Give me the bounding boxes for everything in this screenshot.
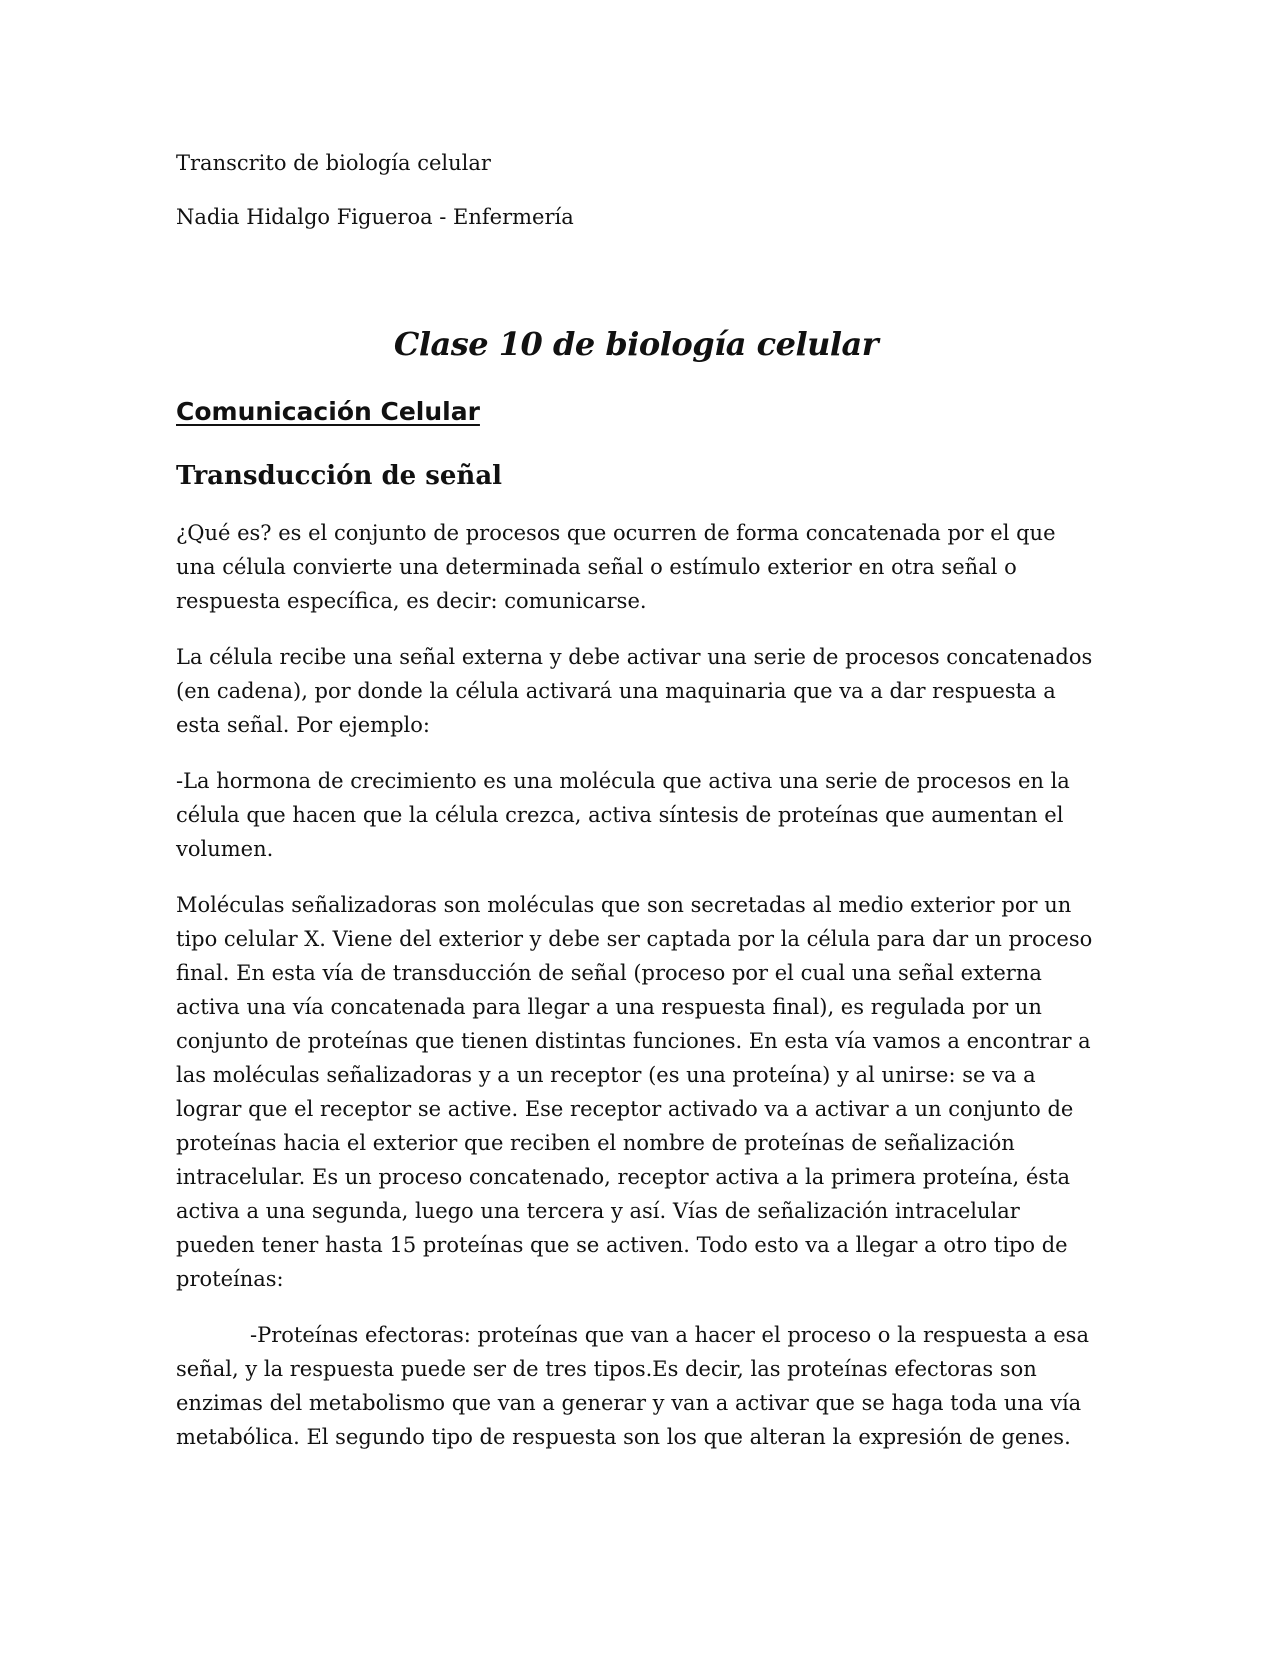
document-title: Clase 10 de biología celular xyxy=(393,325,879,363)
paragraph-external-signal: La célula recibe una señal externa y debe activar una serie de procesos concatenados (en cadena), por donde la célula activará una maquinaria que va a dar respuesta a esta señal. Por ejemplo: xyxy=(176,645,1093,737)
paragraph-definition: ¿Qué es? es el conjunto de procesos que ocurren de forma concatenada por el que una célula convierte una determinada señal o estímulo exterior en otra señal o respuesta específica, es decir: comunicarse. xyxy=(176,521,1056,613)
document-subject-line: Transcrito de biología celular xyxy=(176,151,491,175)
paragraph-signaling-molecules: Moléculas señalizadoras son moléculas que son secretadas al medio exterior por un tipo celular X. Viene del exterior y debe ser captada por la célula para dar un proceso final. En esta vía de transducción de señal (proceso por el cual una señal externa activa una vía concatenada para llegar a una respuesta final), es regulada por un conjunto de proteínas que tienen distintas funciones. En esta vía vamos a encontrar a las moléculas señalizadoras y a un receptor (es una proteína) y al unirse: se va a lograr que el receptor se active. Ese receptor activado va a activar a un conjunto de proteínas hacia el exterior que reciben el nombre de proteínas de señalización intracelular. Es un proceso concatenado, receptor activa a la primera proteína, ésta activa a una segunda, luego una tercera y así. Vías de señalización intracelular pueden tener hasta 15 proteínas que se activen. Todo esto va a llegar a otro tipo de proteínas: xyxy=(176,893,1093,1291)
subsection-heading: Transducción de señal xyxy=(176,461,503,491)
document-author-line: Nadia Hidalgo Figueroa - Enfermería xyxy=(176,205,574,229)
document-page xyxy=(176,148,1096,1454)
paragraph-growth-hormone: -La hormona de crecimiento es una molécula que activa una serie de procesos en la célula que hacen que la célula crezca, activa síntesis de proteínas que aumentan el volumen. xyxy=(176,769,1070,861)
section-heading: Comunicación Celular xyxy=(176,397,480,426)
paragraph-effector-proteins: -Proteínas efectoras: proteínas que van a hacer el proceso o la respuesta a esa señal, y la respuesta puede ser de tres tipos.Es decir, las proteínas efectoras son enzimas del metabolismo que van a generar y van a activar que se haga toda una vía metabólica. El segundo tipo de respuesta son los que alteran la expresión de genes. xyxy=(176,1323,1089,1449)
